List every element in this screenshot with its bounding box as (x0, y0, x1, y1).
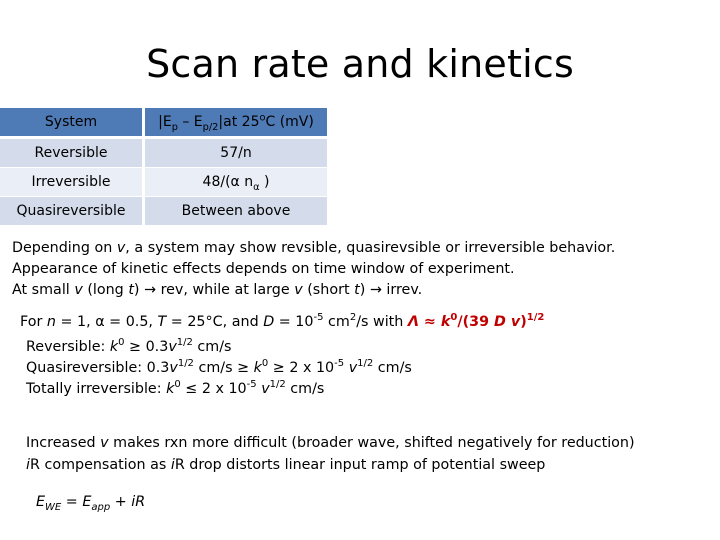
potential-equation: $E_{WE} = E_{app}$ + iR (36, 494, 146, 513)
slide-title: Scan rate and kinetics (146, 42, 574, 86)
ir-compensation-note: iR compensation as iR drop distorts linear input ramp of potential sweep (26, 457, 546, 473)
reversible-criterion: Reversible: $k^0 \ge 0.3v^{1/2}$ cm/s (26, 337, 232, 355)
body-line-3: At small v (long t) → rev, while at large v (short t) → irrev. (12, 280, 422, 301)
irreversible-criterion: Totally irreversible: $k^0 \le 2$ x $10^{-5}$ $v^{1/2}$ cm/s (26, 379, 325, 397)
row-value: Between above (145, 197, 327, 225)
arrow-right-icon: → (144, 282, 157, 298)
arrow-right-icon: → (369, 282, 382, 298)
row-system: Irreversible (0, 168, 142, 196)
scan-rate-note: Increased v makes rxn more difficult (broader wave, shifted negatively for reduction) (26, 435, 635, 451)
header-peak-separation: $|E_p - E_{p/2}|at$ 25$^o$C (mV) (145, 108, 327, 136)
condition-line: For n = 1, α = 0.5, T = 25°C, and $D = 10^{-5}$ $cm^2/s$ with $\Lambda \approx k^0/(39$ D v)$^{1/2}$ (20, 312, 545, 330)
body-line-1: Depending on v, a system may show revsible, quasirevsible or irreversible behavior. (12, 240, 616, 256)
row-system: Reversible (0, 139, 142, 167)
row-value: 48/(α $n_\alpha$ ) (145, 168, 327, 196)
row-system: Quasireversible (0, 197, 142, 225)
quasireversible-criterion: Quasireversible: $0.3v^{1/2}$ $cm/s \ge k^0 \ge 2$ x $10^{-5}$ $v^{1/2}$ cm/s (26, 358, 412, 376)
header-system: System (0, 108, 142, 136)
row-value: 57/n (145, 139, 327, 167)
body-line-2: Appearance of kinetic effects depends on time window of experiment. (12, 261, 515, 277)
